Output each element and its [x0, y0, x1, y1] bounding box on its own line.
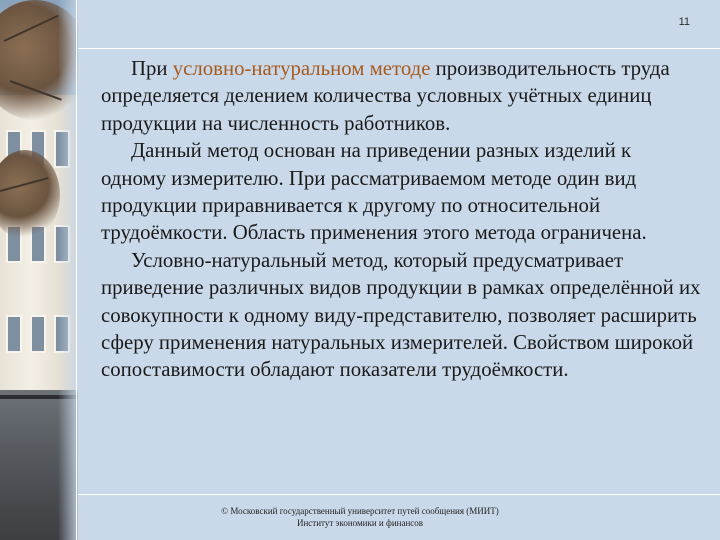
- footer-institute: Институт экономики и финансов: [296, 518, 424, 528]
- footer: [120, 505, 600, 529]
- header-divider: [78, 48, 720, 49]
- window: [6, 315, 22, 353]
- page-number: 11: [678, 16, 690, 28]
- window: [30, 315, 46, 353]
- footer-divider: [78, 494, 720, 495]
- accent-term: условно-натуральном методе: [172, 57, 431, 80]
- paragraph-3: Условно-натуральный метод, который предусматривает приведение различных видов продукции в рамках определённой их совокупности к одному виду-представителю, позволяет расширить сферу применения натуральных измерителей. Свойством широкой сопоставимости обладают показатели трудоёмкости.: [101, 248, 701, 382]
- vertical-divider: [76, 0, 77, 540]
- paragraph-1-rest: производительность труда определяется делением количества условных учётных единиц продукции на численность работников.: [101, 57, 670, 135]
- slide-body: [101, 55, 701, 384]
- paragraph-1-lead: При: [131, 57, 173, 80]
- footer-copyright: © Московский государственный университет путей сообщения (МИИТ): [221, 506, 499, 516]
- paragraph-2: Данный метод основан на приведении разных изделий к одному измерителю. При рассматриваемом методе один вид продукции приравнивается к другому по относительной трудоёмкости. Область применения этого метода ограничена.: [101, 139, 647, 245]
- paragraph-1: [101, 55, 701, 137]
